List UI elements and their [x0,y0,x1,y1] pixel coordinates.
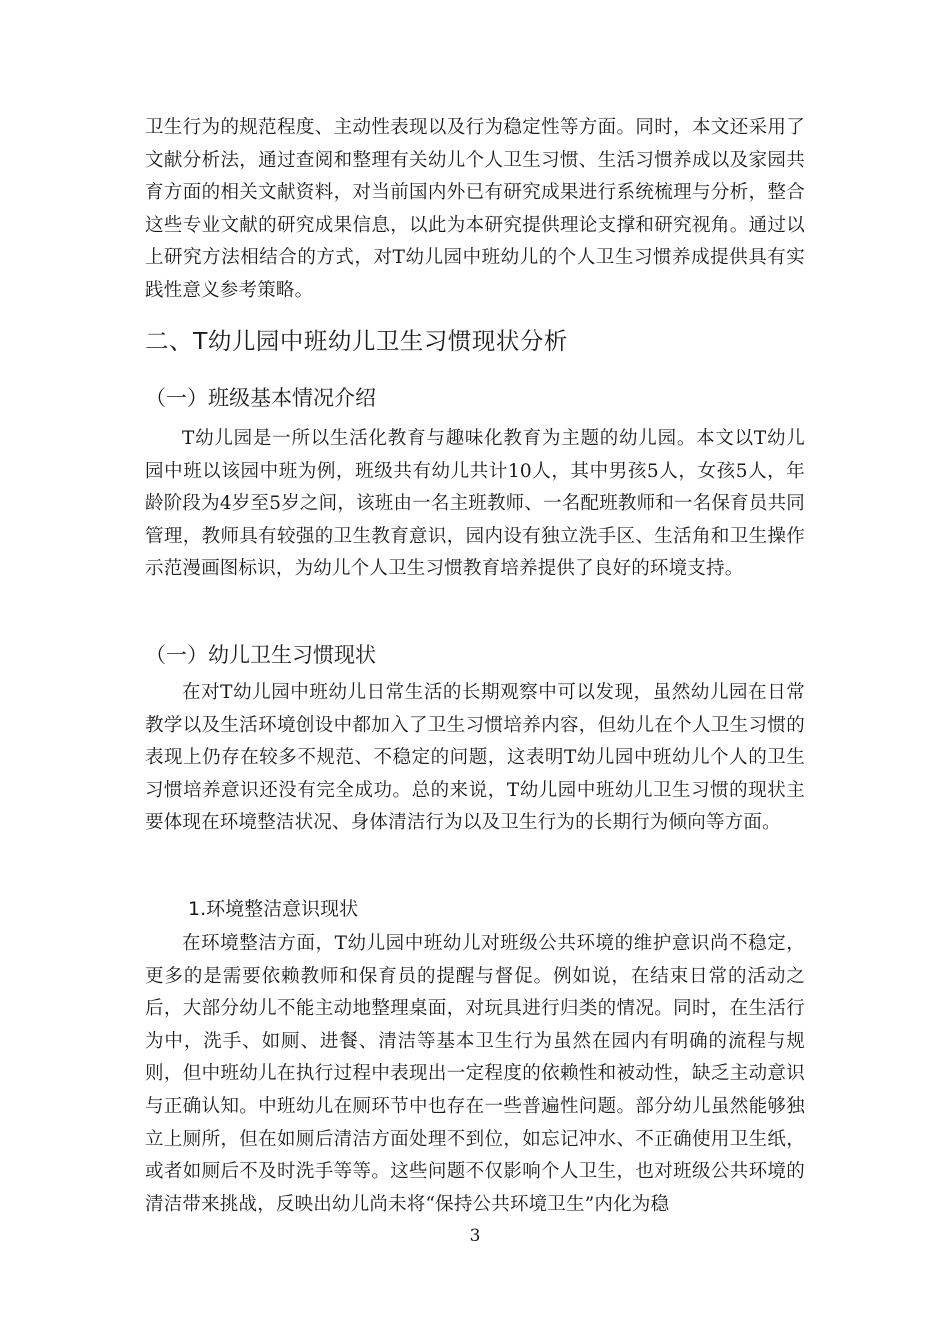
page-number: 3 [469,1226,481,1246]
class-info-paragraph: T幼儿园是一所以生活化教育与趣味化教育为主题的幼儿园。本文以T幼儿园中班以该园中班为例，班级共有幼儿共计10人，其中男孩5人，女孩5人，年龄阶段为4岁至5岁之间，该班由一名主班教师、一名配班教师和一名保育员共同管理，教师具有较强的卫生教育意识，园内设有独立洗手区、生活角和卫生操作示范漫画图标识，为幼儿个人卫生习惯教育培养提供了良好的环境支持。 [145,428,805,580]
subsection-class-info-heading: （一）班级基本情况介绍 [145,386,376,410]
section-2-heading: 二、T幼儿园中班幼儿卫生习惯现状分析 [145,327,568,355]
intro-paragraph: 卫生行为的规范程度、主动性表现以及行为稳定性等方面。同时，本文还采用了文献分析法，通过查阅和整理有关幼儿个人卫生习惯、生活习惯养成以及家园共育方面的相关文献资料，对当前国内外已有研究成果进行系统梳理与分析，整合这些专业文献的研究成果信息，以此为本研究提供理论支撑和研究视角。通过以上研究方法相结合的方式，对T幼儿园中班幼儿的个人卫生习惯养成提供具有实践性意义参考策略。 [145,117,805,301]
item-environment-heading: 1.环境整洁意识现状 [188,898,359,920]
subsection-habit-status-heading: （一）幼儿卫生习惯现状 [145,643,376,667]
habit-status-paragraph: 在对T幼儿园中班幼儿日常生活的长期观察中可以发现，虽然幼儿园在日常教学以及生活环境创设中都加入了卫生习惯培养内容，但幼儿在个人卫生习惯的表现上仍存在较多不规范、不稳定的问题，这表明T幼儿园中班幼儿个人的卫生习惯培养意识还没有完全成功。总的来说，T幼儿园中班幼儿卫生习惯的现状主要体现在环境整洁状况、身体清洁行为以及卫生行为的长期行为倾向等方面。 [145,682,805,834]
environment-paragraph: 在环境整洁方面，T幼儿园中班幼儿对班级公共环境的维护意识尚不稳定，更多的是需要依赖教师和保育员的提醒与督促。例如说，在结束日常的活动之后，大部分幼儿不能主动地整理桌面，对玩具进行归类的情况。同时，在生活行为中，洗手、如厕、进餐、清洁等基本卫生行为虽然在园内有明确的流程与规则，但中班幼儿在执行过程中表现出一定程度的依赖性和被动性，缺乏主动意识与正确认知。中班幼儿在厕环节中也存在一些普遍性问题。部分幼儿虽然能够独立上厕所，但在如厕后清洁方面处理不到位，如忘记冲水、不正确使用卫生纸，或者如厕后不及时洗手等等。这些问题不仅影响个人卫生，也对班级公共环境的清洁带来挑战，反映出幼儿尚未将“保持公共环境卫生”内化为稳 [145,933,805,1215]
